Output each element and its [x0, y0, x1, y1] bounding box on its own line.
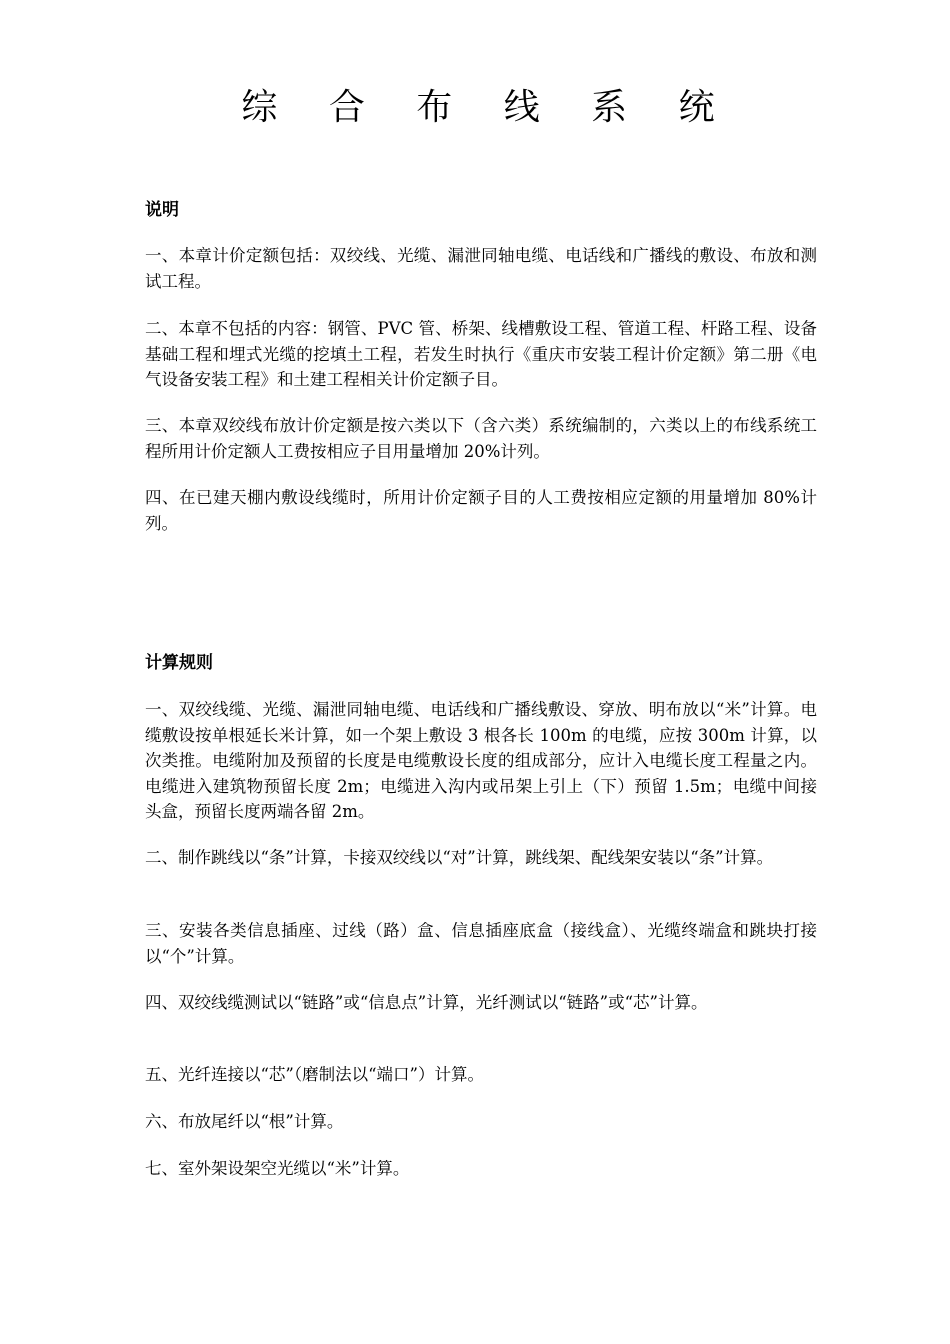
rules-paragraph-1: 一、双绞线缆、光缆、漏泄同轴电缆、电话线和广播线敷设、穿放、明布放以“米”计算。电缆敷设按单根延长米计算，如一个架上敷设 3 根各长 100m 的电缆，应按 300m 计算，以次类推。电缆附加及预留的长度是电缆敷设长度的组成部分，应计入电缆长度工程量之内。电缆进入建筑物预留长度 2m；电缆进入沟内或吊架上引上（下）预留 1.5m；电缆中间接头盒，预留长度两端各留 2m。 — [145, 700, 817, 821]
rules-paragraph-5: 五、光纤连接以“芯”（磨制法以“端口”）计算。 — [145, 1065, 484, 1084]
rules-paragraph-7: 七、室外架设架空光缆以“米”计算。 — [145, 1159, 410, 1178]
notes-paragraph-2: 二、本章不包括的内容：钢管、PVC 管、桥架、线槽敷设工程、管道工程、杆路工程、设备基础工程和埋式光缆的挖填土工程，若发生时执行《重庆市安装工程计价定额》第二册《电气设备安装工程》和土建工程相关计价定额子目。 — [145, 319, 817, 389]
notes-paragraph-1: 一、本章计价定额包括：双绞线、光缆、漏泄同轴电缆、电话线和广播线的敷设、布放和测试工程。 — [145, 246, 817, 291]
notes-paragraph-3: 三、本章双绞线布放计价定额是按六类以下（含六类）系统编制的，六类以上的布线系统工程所用计价定额人工费按相应子目用量增加 20%计列。 — [145, 416, 817, 461]
rules-paragraph-2: 二、制作跳线以“条”计算，卡接双绞线以“对”计算，跳线架、配线架安装以“条”计算。 — [145, 848, 774, 867]
rules-paragraph-3: 三、安装各类信息插座、过线（路）盒、信息插座底盒（接线盒）、光缆终端盒和跳块打接以“个”计算。 — [145, 921, 817, 966]
section-heading-notes: 说明 — [145, 200, 179, 220]
rules-paragraph-4: 四、双绞线缆测试以“链路”或“信息点”计算，光纤测试以“链路”或“芯”计算。 — [145, 993, 708, 1012]
rules-paragraph-6: 六、布放尾纤以“根”计算。 — [145, 1112, 344, 1131]
section-heading-rules: 计算规则 — [145, 653, 213, 673]
document-title: 综 合 布 线 系 统 — [241, 87, 735, 128]
notes-paragraph-4: 四、在已建天棚内敷设线缆时，所用计价定额子目的人工费按相应定额的用量增加 80%计列。 — [145, 488, 817, 533]
